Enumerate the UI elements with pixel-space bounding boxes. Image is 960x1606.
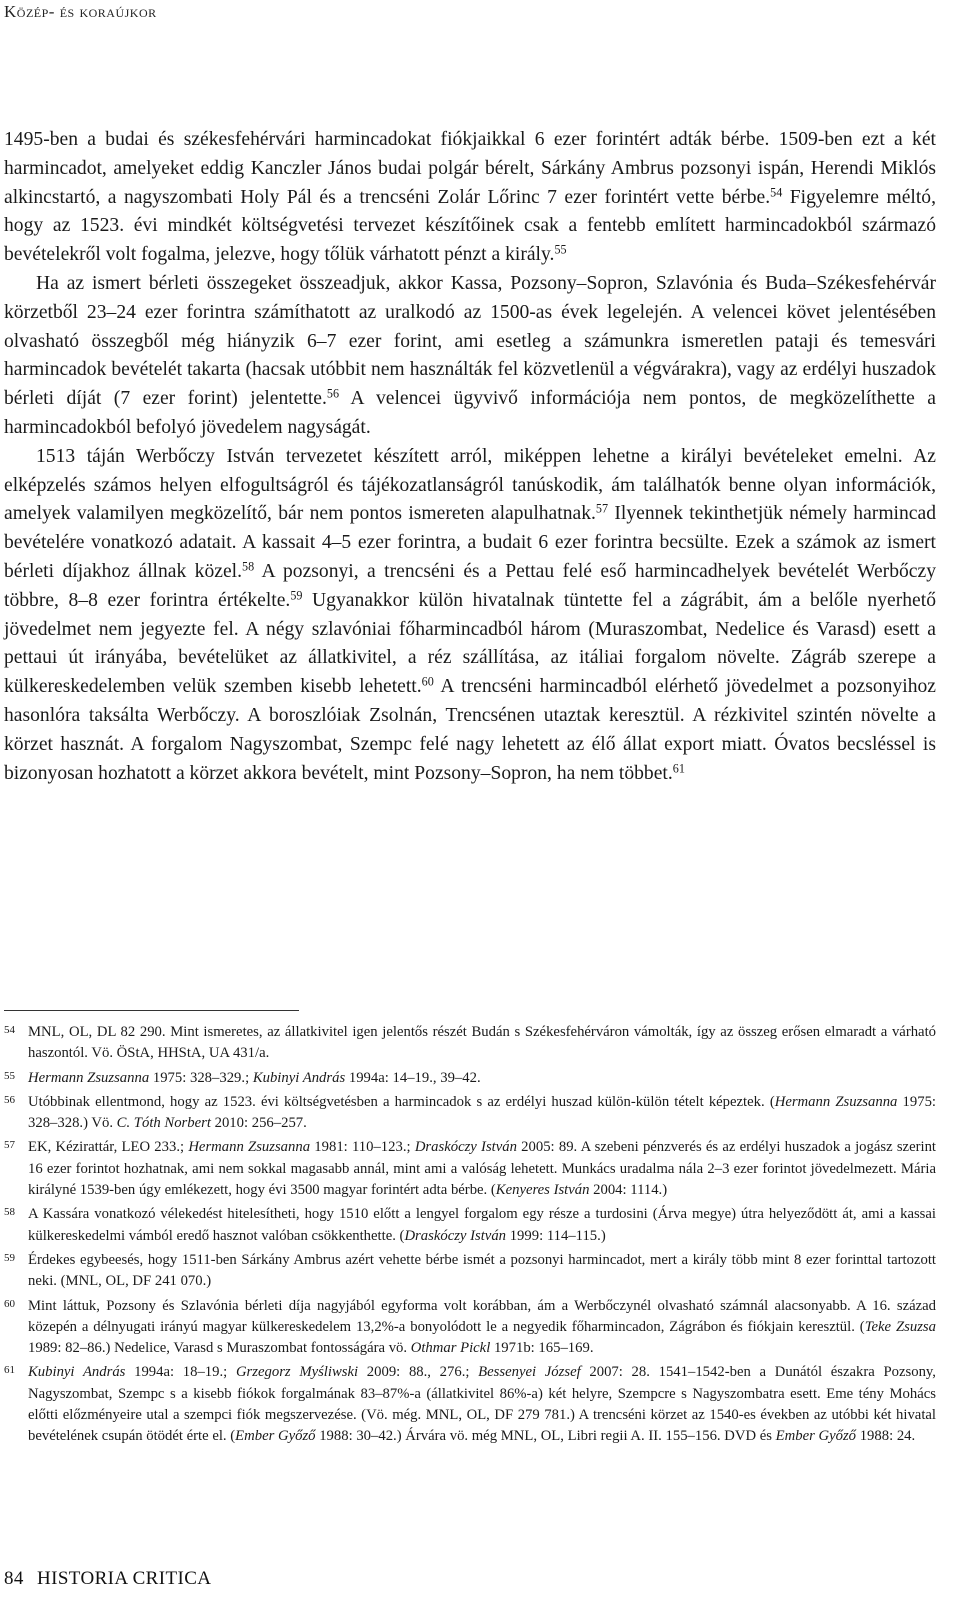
footnote-number: 56	[4, 1093, 15, 1106]
footnote-ref: 56	[326, 386, 340, 401]
footnote	[4, 1068, 936, 1089]
cited-author: Othmar Pickl	[410, 1340, 491, 1357]
footnote-ref: 55	[554, 242, 567, 257]
text-run: A Kassára vonatkozó vélekedést hitelesítheti, hogy 1510 előtt a lengyel forgalom egy része a turdosini (Árva megye) útra helyeződött át, ami a kassai külkereskedelmi vámból eredő hasznot valóban csökkenthette. (	[28, 1206, 936, 1244]
footnote	[4, 1092, 936, 1135]
journal-name: HISTORIA CRITICA	[36, 1568, 212, 1589]
footnote-number: 57	[4, 1139, 15, 1152]
text-run: 1981: 110–123.;	[310, 1139, 415, 1156]
paragraph	[4, 270, 936, 443]
footnotes	[4, 1022, 936, 1451]
cited-author: Kubinyi András	[28, 1364, 126, 1381]
footnote	[4, 1204, 936, 1247]
text-run: A trencséni harmincadból elérhető jövedelmet a pozsonyihoz hasonlóra taksálta Werbőczy. A boroszlóiak Zsolnán, Trencsénen utaztak keresztül. A rézkivitel szintén növelte a körzet hasznát. A forgalom Nagyszombat, Szempc felé nagy lehetett az élő állat export miatt. Óvatos becsléssel is bizonyosan hozhatott a körzet akkora bevételt, mint Pozsony–Sopron, ha nem többet.	[4, 676, 936, 784]
footnote	[4, 1022, 936, 1065]
footnote	[4, 1250, 936, 1293]
cited-author: Draskóczy István	[414, 1139, 517, 1156]
text-run: Érdekes egybeesés, hogy 1511-ben Sárkány Ambrus azért vehette bérbe ismét a pozsonyi harmincadot, mert a király több mint 8 ezer forinttal tartozott neki. (MNL, OL, DF 241 070.)	[28, 1251, 936, 1290]
cited-author: Bessenyei József	[478, 1364, 581, 1381]
footnote-number: 61	[4, 1364, 15, 1377]
cited-author: C. Tóth Norbert	[116, 1115, 211, 1132]
text-run: 1513 táján Werbőczy István tervezetet készített arról, miképpen lehetne a királyi bevételeket emelni. Az elképzelés számos helyen elfogultságról és tájékozatlanságról tanúskodik, ám találhatók benne olyan információk, amelyek valamilyen megközelítő, bár nem pontos ismereten alapulhatnak.	[4, 445, 936, 525]
text-run: 1999: 114–115.)	[506, 1227, 606, 1244]
footnote-number: 58	[4, 1206, 15, 1219]
cited-author: Kenyeres István	[495, 1182, 590, 1199]
text-run: 2005: 89. A szebeni pénzverés és az erdélyi huszadok a jogász szerint 16 ezer forintot hozhatnak, ami nem sokkal magasabb annál, mint ami a valóság lehetett. Munkács uradalma nála 2–3 ezer forintot jövedelmezett. Mária királyné 1539-ben úgy emlékezett, hogy évi 3500 magyar forintért adta bérbe. (	[28, 1139, 936, 1199]
text-run: 1988: 30–42.) Árvára vö. még MNL, OL, Libri regii A. II. 155–156. DVD és	[315, 1428, 776, 1445]
footnote-ref: 61	[672, 760, 685, 775]
cited-author: Hermann Zsuzsanna	[28, 1069, 150, 1086]
body-text	[4, 126, 936, 788]
footnote-number: 59	[4, 1251, 15, 1264]
text-run: MNL, OL, DL 82 290. Mint ismeretes, az állatkivitel igen jelentős részét Budán s Székesfehérváron vámolták, így az összeg erősen elmaradt a várható haszontól. Vö. ÖStA, HHStA, UA 431/a.	[28, 1024, 936, 1062]
text-run: Ha az ismert bérleti összegeket összeadjuk, akkor Kassa, Pozsony–Sopron, Szlavónia és Buda–Székesfehérvár körzetből 23–24 ezer forintra számíthatott az uralkodó az 1500-as évek legelején. A velencei követ jelentésében olvasható összegből még hiányzik 6–7 ezer forint, ami esetleg a számunkra ismeretlen pataji és temesvári harmincadok bevételét takarta (hacsak utóbbit nem használták fel közvetlenül a végvárakra), vagy az erdélyi huszadok bérleti díját (7 ezer forint) jelentette.	[4, 272, 936, 410]
cited-author: Ember Győző	[235, 1428, 316, 1445]
footnote-ref: 58	[242, 559, 255, 574]
text-run: Ugyanakkor külön hivatalnak tüntette fel a zágrábit, ám a belőle nyerhető jövedelmet nem jegyezte fel. A négy szlavóniai főharmincadból három (Muraszombat, Nedelice és Varasd) esett a pettaui út irányába, bevételüket az állatkivitel, a réz szállítása, az itáliai forgalom növelte. Zágráb szerepe a külkereskedelemben velük szemben kisebb lehetett.	[4, 589, 936, 698]
footnote-text	[28, 1250, 936, 1293]
text-run: Figyelemre méltó, hogy az 1523. évi mindkét költségvetési tervezet készítőinek csak a fentebb említett harmincadokból származó bevételekről volt fogalma, jelezve, hogy tőlük várhatott pénzt a király.	[4, 186, 936, 266]
footnote-ref: 54	[770, 184, 783, 199]
footnote	[4, 1137, 936, 1201]
footnote-divider	[4, 1010, 299, 1011]
text-run: 2007: 28. 1541–1542-ben a Dunától északra Pozsony, Nagyszombat, Szempc s a kisebb fiókok forgalmának 83–87%-a (állatkivitel 86%-a) két helyre, Szempcre s Nagyszombatra esett. Eme tény Mohács előtti előzményeire utal a szempci fiók megszervezése. (Vö. még. MNL, OL, DF 279 781.) A trencséni körzet az 1540-es években az utóbbi két hivatal bevételének csupán ötödét érte el. (	[28, 1364, 936, 1445]
footnote-text	[28, 1362, 936, 1447]
cited-author: Ember Győző	[775, 1428, 857, 1445]
cited-author: Teke Zsuzsa	[864, 1318, 936, 1335]
footnote-number: 60	[4, 1297, 15, 1310]
footnote-text	[28, 1022, 936, 1065]
text-run: Ilyennek tekinthetjük némely harmincad bevételére vonatkozó adatait. A kassait 4–5 ezer forintra, a budait 6 ezer forintra becsülte. Ezek a számok az ismert bérleti díjakhoz állnak közel.	[4, 503, 936, 582]
footnote-text	[28, 1092, 936, 1135]
text-run: 2009: 88., 276.;	[358, 1364, 479, 1381]
text-run: EK, Kézirattár, LEO 233.;	[28, 1139, 189, 1156]
cited-author: Hermann Zsuzsanna	[188, 1139, 311, 1156]
text-run: 1495-ben a budai és székesfehérvári harmincadokat fiókjaikkal 6 ezer forintért adták bérbe. 1509-ben ezt a két harmincadot, amelyeket eddig Kanczler János budai polgár bérelt, Sárkány Ambrus pozsonyi ispán, Herendi Miklós alkincstartó, a nagyszombati Holy Pál és a trencséni Zolár Lőrinc 7 ezer forintért vette bérbe.	[4, 129, 936, 208]
cited-author: Hermann Zsuzsanna	[774, 1093, 898, 1110]
text-run: 1988: 24.	[856, 1428, 916, 1445]
footnote-text	[28, 1296, 936, 1360]
text-run: 1971b: 165–169.	[490, 1340, 594, 1357]
text-run: 2010: 256–257.	[210, 1115, 307, 1132]
footnote-ref: 57	[595, 501, 609, 516]
footnote-number: 54	[4, 1024, 15, 1036]
footnote-text	[28, 1137, 936, 1201]
text-run: Mint láttuk, Pozsony és Szlavónia bérleti díja nagyjából egyforma volt korábban, ám a Werbőczynél olvasható számnál alacsonyabb. A 16. század közepén a délnyugati irányú magyar külkereskedelem 13,2%-a bonyolódott le a negyedik főharmincadon, Zágrábon és fiókjain keresztül. (	[28, 1297, 936, 1335]
footnote-text	[28, 1068, 936, 1089]
page-number: 84	[4, 1568, 24, 1589]
cited-author: Draskóczy István	[404, 1227, 507, 1244]
text-run: 1994a: 14–19., 39–42.	[345, 1069, 481, 1086]
footnote-number: 55	[4, 1069, 15, 1082]
footnote-text	[28, 1204, 936, 1247]
text-run: 1994a: 18–19.;	[125, 1364, 236, 1381]
cited-author: Kubinyi András	[252, 1069, 346, 1086]
cited-author: Grzegorz Myśliwski	[235, 1364, 359, 1381]
running-head: Közép- és koraújkor	[4, 2, 157, 21]
paragraph	[4, 443, 936, 789]
text-run: 2004: 1114.)	[589, 1182, 668, 1199]
text-run: A pozsonyi, a trencséni és a Pettau felé eső harmincadhelyek bevételét Werbőczy többre, 8–8 ezer forintra értékelte.	[4, 560, 936, 611]
page-footer	[4, 1568, 211, 1590]
footnote-ref: 59	[290, 588, 303, 603]
footnote	[4, 1296, 936, 1360]
text-run: 1989: 82–86.) Nedelice, Varasd s Muraszombat fontosságára vö.	[28, 1340, 411, 1357]
text-run: A velencei ügyvivő információja nem pontos, de megközelíthette a harmincadokból befolyó jövedelem nagyságát.	[4, 388, 936, 438]
text-run: 1975: 328–328.) Vö.	[28, 1093, 936, 1132]
text-run: Utóbbinak ellentmond, hogy az 1523. évi költségvetésben a harmincadok s az erdélyi huszad külön-külön tételt képeztek. (	[28, 1093, 775, 1110]
footnote	[4, 1362, 936, 1447]
text-run: 1975: 328–329.;	[149, 1069, 253, 1086]
footnote-ref: 60	[421, 674, 434, 689]
paragraph	[4, 126, 936, 270]
